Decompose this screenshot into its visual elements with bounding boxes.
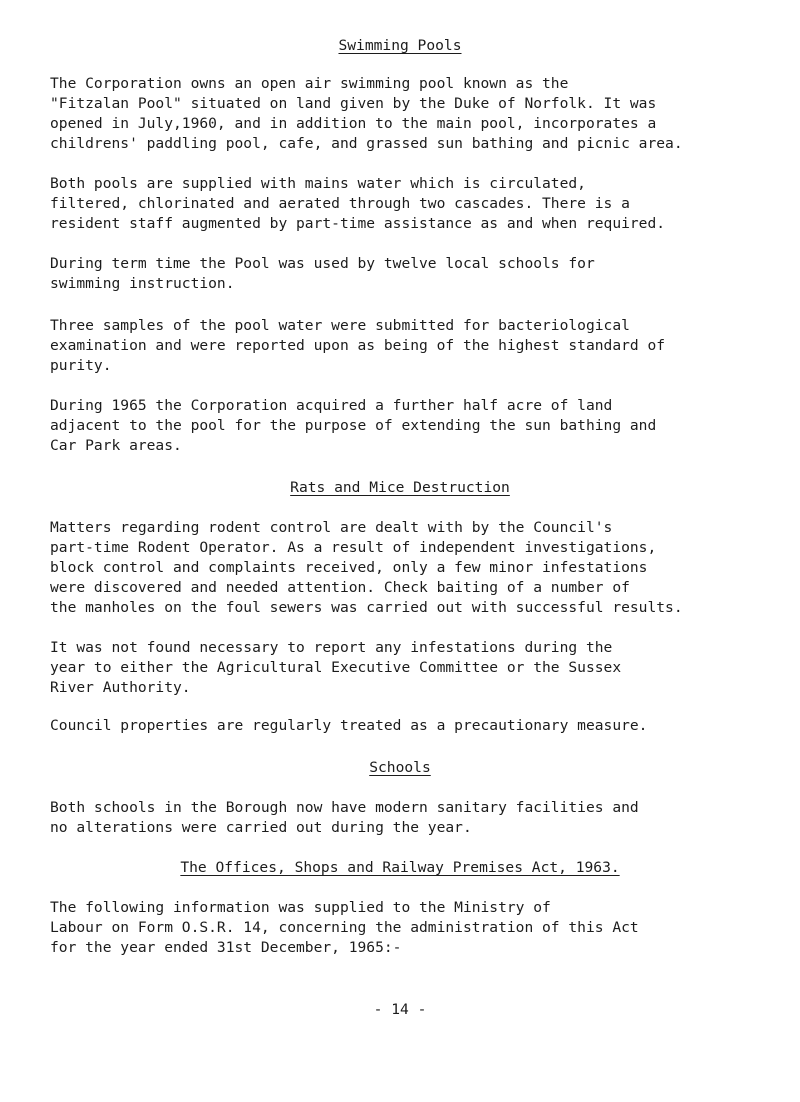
paragraph: Both pools are supplied with mains water which is circulated, filtered, chlorinated and aerated through two cascades. There is a resident staff augmented by part-time assistance as and when required.	[50, 175, 666, 232]
paragraph: The following information was supplied to the Ministry of Labour on Form O.S.R. 14, concerning the administration of this Act for the year ended 31st December, 1965:-	[50, 899, 639, 956]
heading-text: Swimming Pools	[338, 37, 462, 54]
paragraph: It was not found necessary to report any infestations during the year to either the Agricultural Executive Committee or the Sussex River Authority.	[50, 639, 622, 696]
paragraph: Matters regarding rodent control are dealt with by the Council's part-time Rodent Operator. As a result of independent investigations, block control and complaints received, only a few minor infestations were discovered and needed attention. Check baiting of a number of the manholes on the foul sewers was carried out with successful results.	[50, 519, 683, 616]
section-heading-rats-and-mice	[0, 478, 800, 498]
section-heading-schools	[0, 758, 800, 778]
paragraph: During 1965 the Corporation acquired a further half acre of land adjacent to the pool for the purpose of extending the sun bathing and Car Park areas.	[50, 397, 657, 454]
page-number: - 14 -	[373, 1001, 427, 1018]
paragraph: During term time the Pool was used by twelve local schools for swimming instruction.	[50, 255, 595, 292]
section-heading-offices-act	[0, 858, 800, 878]
paragraph: The Corporation owns an open air swimming pool known as the "Fitzalan Pool" situated on land given by the Duke of Norfolk. It was opened in July,1960, and in addition to the main pool, incorporates a childrens' paddling pool, cafe, and grassed sun bathing and picnic area.	[50, 75, 683, 152]
paragraph: Council properties are regularly treated as a precautionary measure.	[50, 717, 648, 734]
paragraph: Three samples of the pool water were submitted for bacteriological examination and were reported upon as being of the highest standard of purity.	[50, 317, 666, 374]
heading-text: Rats and Mice Destruction	[290, 479, 510, 496]
heading-text: The Offices, Shops and Railway Premises Act, 1963.	[180, 859, 620, 876]
heading-text: Schools	[369, 759, 431, 776]
section-heading-swimming-pools	[0, 36, 800, 56]
paragraph: Both schools in the Borough now have modern sanitary facilities and no alterations were carried out during the year.	[50, 799, 639, 836]
